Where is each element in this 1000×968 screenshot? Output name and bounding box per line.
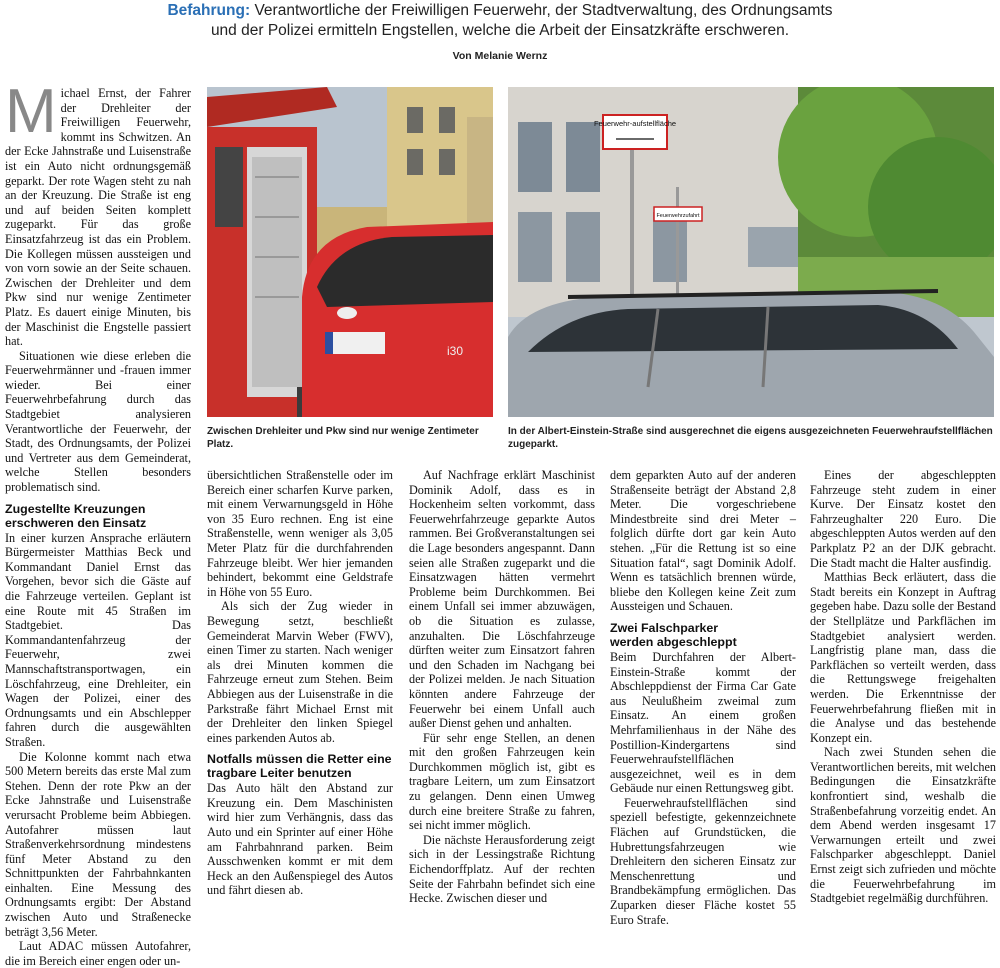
subheading-line: tragbare Leiter benutzen (207, 766, 352, 781)
paragraph: dem geparkten Auto auf der anderen Straßenseite beträgt der Abstand 2,8 Meter. Die vorgeschriebene Mindestbreite sind drei Meter – folglich dürfte dort gar kein Auto stehen. „Für die Rettung ist so eine Situation fatal“, sagt Dominik Adolf. Wenn es tatsächlich brennen würde, bliebe den Kollegen keine Zeit zum Aussteigen und Schauen. (610, 468, 796, 614)
photo-parked-car-fire-lane (508, 87, 994, 417)
paragraph: Laut ADAC müssen Autofahrer, die im Bereich einer engen oder un- (5, 939, 191, 968)
headline-line-2: und der Polizei ermitteln Engstellen, welche die Arbeit der Einsatzkräfte erschweren. (210, 22, 790, 39)
subheading-line: Zwei Falschparker (610, 620, 719, 635)
subheading-line: Zugestellte Kreuzungen (5, 501, 146, 516)
photo-caption-right: In der Albert-Einstein-Straße sind ausgerechnet die eigens ausgezeichneten Feuerwehraufstellflächen zugeparkt. (508, 426, 993, 450)
paragraph: Situationen wie diese erleben die Feuerwehrmänner und -frauen immer wieder. Bei einer Feuerwehrbefahrung durch das Stadtgebiet analysieren Verantwortliche der Feuerwehr, der Stadt, des Ordnungsamts, der Polizei und Vertreter aus dem Gemeinderat, welche Stellen besonders problematisch sind. (5, 348, 191, 495)
paragraph: Auf Nachfrage erklärt Maschinist Dominik Adolf, dass es in Hockenheim selten vorkommt, dass Feuerwehrfahrzeuge geparkte Autos rammen. Bei Großveranstaltungen sei die Lage besonders angespannt. Dann seien alle Straßen zugeparkt und die Einsatzwagen hätten vermehrt Probleme beim Durchkommen. Bei einem Unfall sei immer abzuwägen, ob die Situation es zulasse, anzuhalten. Die Löschfahrzeuge dürften weiter zum Einsatzort fahren und den Schaden im Nachgang bei der Polizei melden. Je nach Situation könnten andere Fahrzeuge der Feuerwehr bei einem Unfall auch außer Dienst gehen und anhalten. (409, 468, 595, 731)
paragraph: Nach zwei Stunden sehen die Verantwortlichen bereits, mit welchen Bedingungen die Einsatzkräfte konfrontiert sind, weshalb die Straßenbefahrung vorzeitig endet. An dem Abend werden insgesamt 17 Verwarnungen erteilt und zwei Falschparker abgeschleppt. Daniel Ernst zeigt sich zufrieden und möchte die Feuerwehrbefahrung im Stadtgebiet regelmäßig durchführen. (810, 745, 996, 906)
paragraph: Beim Durchfahren der Albert-Einstein-Straße kommt der Abschleppdienst der Firma Car Gate aus Neulußheim zweimal zum Einsatz. An einem großen Mehrfamilienhaus in der Nähe des Postillion-Kindergartens sind Feuerwehraufstellflächen ausgezeichnet, weil es in dem Gebäude nur einen Rettungsweg gibt. (610, 649, 796, 796)
subheading-line: erschweren den Einsatz (5, 515, 147, 530)
paragraph: Für sehr enge Stellen, an denen mit den großen Fahrzeugen kein Durchkommen möglich ist, gibt es tragbare Leitern, um zum Einsatzort zu gelangen. Denn einen Umweg durch eine breitere Straße zu fahren, sei nicht immer möglich. (409, 730, 595, 833)
article-column-4 (610, 468, 796, 927)
subheading (207, 752, 393, 780)
subheading-line: Notfalls müssen die Retter eine (207, 752, 392, 767)
dropcap: M (5, 77, 57, 146)
paragraph: Matthias Beck erläutert, dass die Stadt bereits ein Konzept in Auftrag gegeben habe. Dazu solle der Bestand der Stellplätze und Parkflächen im Stadtgebiet analysiert werden. Langfristig plane man, dass die Parkflächen so verteilt werden, dass die Rettungswege freigehalten werden. Die Erkenntnisse der Feuerwehrbefahrung fließen mit in die Analyse und das bestehende Konzept ein. (810, 570, 996, 745)
paragraph: Die Kolonne kommt nach etwa 500 Metern bereits das erste Mal zum Stehen. Denn der rote Pkw an der Ecke Jahnstraße und Luisenstraße verursacht Probleme beim Abbiegen. Autofahrer müssen laut Straßenverkehrsordnung mindestens fünf Meter Abstand zu den Schnittpunkten der Fahrbahnkanten einhalten. Eine Messung des Ordnungsamts ergibt: Der Abstand zwischen Auto und Straßenecke beträgt 3,56 Meter. (5, 749, 191, 939)
headline-kicker: Befahrung: (167, 2, 251, 19)
subheading (610, 621, 796, 649)
article-column-1 (5, 77, 191, 968)
subheading-line: werden abgeschleppt (610, 634, 737, 649)
headline (0, 1, 1000, 41)
paragraph: ichael Ernst, der Fahrer der Drehleiter der Freiwilligen Feuerwehr, kommt ins Schwitzen. An der Ecke Jahnstraße und Luisenstraße ist ein Auto nicht ordnungsgemäß geparkt. Der rote Wagen steht zu nah an der Kreuzung. Die Straße ist eng und auf beiden Seiten komplett zugeparkt. Für das große Einsatzfahrzeug ist das ein Problem. Die Kollegen müssen aussteigen und von vorn sowie an der Seite schauen. Zwischen der Drehleiter und dem Pkw sind nur wenige Zentimeter Platz. Es dauert einige Minuten, bis der Maschinist die Engstelle passiert hat. (5, 86, 191, 349)
paragraph: Als sich der Zug wieder in Bewegung setzt, beschließt Gemeinderat Marvin Weber (FWV), einen Timer zu starten. Nach weniger als drei Minuten kommen die Fahrzeuge erneut zum Stehen. Beim Abbiegen aus der Luisenstraße in die Parkstraße fährt Michael Ernst mit der Drehleiter den linken Spiegel eines parkenden Autos ab. (207, 599, 393, 745)
fire-lane-sign-text: Feuerwehr-aufstellfläche (593, 119, 677, 128)
article-column-5 (810, 468, 996, 906)
photo-caption-left: Zwischen Drehleiter und Pkw sind nur wenige Zentimeter Platz. (207, 426, 479, 450)
car-model-text: i30 (447, 344, 464, 358)
headline-line-1: Verantwortliche der Freiwilligen Feuerwehr, der Stadtverwaltung, des Ordnungsamts (254, 2, 833, 19)
fire-access-sign-text: Feuerwehrzufahrt (656, 213, 700, 219)
byline: Von Melanie Wernz (452, 50, 548, 62)
paragraph: übersichtlichen Straßenstelle oder im Bereich einer scharfen Kurve parken, mit einem Verwarnungsgeld in Höhe von 35 Euro rechnen. Eng ist eine Straßenstelle, wenn weniger als 3,05 Meter Platz für die durchfahrenden Fahrzeuge bleibt. Wer hier jemanden behindert, bekommt eine Geldstrafe in Höhe von 55 Euro. (207, 468, 393, 599)
article-column-3 (409, 468, 595, 906)
paragraph: Eines der abgeschleppten Fahrzeuge steht zudem in einer Kurve. Der Einsatz kostet den Fahrzeughalter 220 Euro. Die abgeschleppten Autos werden auf den Parkplatz P2 an der DJK gebracht. Die Stadt macht die Halter ausfindig. (810, 468, 996, 570)
paragraph: In einer kurzen Ansprache erläutern Bürgermeister Matthias Beck und Kommandant Daniel Ernst das Vorgehen, bevor sich die Gäste auf die Fahrzeuge verteilen. Geplant ist eine Route mit 45 Straßen im Stadtgebiet. Das Kommandantenfahrzeug der Feuerwehr, zwei Mannschaftstransportwagen, ein Löschfahrzeug, eine Drehleiter, ein Wagen der Polizei, einer des Ordnungsamts und ein Abschlepper fahren durch die ausgewählten Straßen. (5, 530, 191, 749)
photo-ladder-truck-and-car (207, 87, 493, 417)
paragraph: Das Auto hält den Abstand zur Kreuzung ein. Dem Maschinisten wird hier zum Verhängnis, dass das Auto und ein Sprinter auf einer Höhe am Fahrbahnrand parken. Beim Ausschwenken kommt er mit dem Heck an den Außenspiegel des Autos und fährt diesen ab. (207, 781, 393, 898)
article-header (0, 0, 1000, 62)
paragraph: Die nächste Herausforderung zeigt sich in der Lessingstraße Richtung Eichendorffplatz. Auf der rechten Seite der Fahrbahn befindet sich eine Hecke. Zwischen dieser und (409, 832, 595, 906)
subheading (5, 502, 191, 530)
paragraph: Feuerwehraufstellflächen sind speziell befestigte, gekennzeichnete Flächen auf Grundstücken, die Hubrettungsfahrzeugen wie Drehleitern den sicheren Einsatz zur Menschenrettung und Brandbekämpfung ermöglichen. Das Zuparken dieser Fläche kostet 55 Euro Strafe. (610, 795, 796, 927)
article-column-2 (207, 468, 393, 898)
